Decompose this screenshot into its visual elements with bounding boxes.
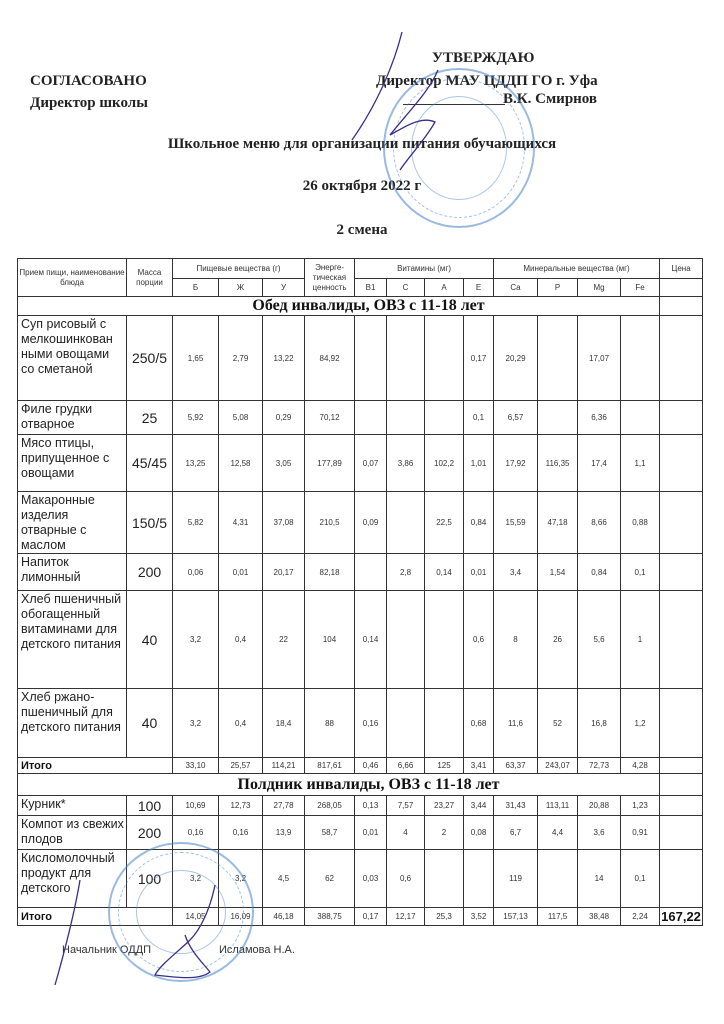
total-label: Итого	[18, 908, 173, 926]
col-e-header: E	[464, 279, 494, 297]
cell-ca: 119	[494, 850, 538, 908]
cell-zh: 12,73	[219, 796, 263, 816]
cell-u: 4,5	[263, 850, 305, 908]
total-p: 243,07	[538, 758, 578, 774]
menu-table	[17, 258, 703, 926]
col-nutrients-header: Пищевые вещества (г)	[173, 259, 305, 279]
total-ca: 63,37	[494, 758, 538, 774]
table-row	[18, 554, 703, 591]
cell-p: 4,4	[538, 816, 578, 850]
agreed-role: Директор школы	[30, 95, 148, 111]
cell-ca: 31,43	[494, 796, 538, 816]
cell-b: 5,82	[173, 492, 219, 554]
dish-name: Хлеб ржано-пшеничный для детского питания	[18, 689, 127, 758]
section-row	[18, 774, 703, 796]
cell-energy: 84,92	[305, 316, 355, 401]
cell-c: 2,8	[387, 554, 425, 591]
total-b: 33,10	[173, 758, 219, 774]
cell-p: 52	[538, 689, 578, 758]
cell-b1	[355, 401, 387, 435]
cell-energy: 268,05	[305, 796, 355, 816]
cell-price	[660, 316, 703, 401]
col-b-header: Б	[173, 279, 219, 297]
total-e: 3,52	[464, 908, 494, 926]
col-fe-header: Fe	[621, 279, 660, 297]
table-row	[18, 316, 703, 401]
total-c: 12,17	[387, 908, 425, 926]
cell-zh: 0,4	[219, 591, 263, 689]
dish-name: Кисломолочный продукт для детского	[18, 850, 127, 908]
portion-mass: 45/45	[127, 435, 173, 492]
menu-table-body	[18, 297, 703, 926]
cell-mg: 17,07	[578, 316, 621, 401]
cell-u: 22	[263, 591, 305, 689]
cell-ca: 15,59	[494, 492, 538, 554]
cell-mg: 17,4	[578, 435, 621, 492]
dish-name: Макаронные изделия отварные с маслом	[18, 492, 127, 554]
cell-u: 20,17	[263, 554, 305, 591]
portion-mass: 25	[127, 401, 173, 435]
cell-mg: 14	[578, 850, 621, 908]
cell-price	[660, 816, 703, 850]
cell-u: 18,4	[263, 689, 305, 758]
cell-zh: 5,08	[219, 401, 263, 435]
cell-p: 47,18	[538, 492, 578, 554]
cell-e: 0,08	[464, 816, 494, 850]
cell-mg: 8,66	[578, 492, 621, 554]
cell-u: 13,22	[263, 316, 305, 401]
col-b1-header: B1	[355, 279, 387, 297]
col-mass-header: Масса порции	[127, 259, 173, 297]
cell-price	[660, 401, 703, 435]
cell-c	[387, 492, 425, 554]
section-price-cell	[660, 297, 703, 316]
col-energy-header: Энерге-тическая ценность	[305, 259, 355, 297]
cell-u: 37,08	[263, 492, 305, 554]
cell-a	[425, 591, 464, 689]
cell-e	[464, 850, 494, 908]
cell-c	[387, 591, 425, 689]
cell-b: 3,2	[173, 591, 219, 689]
cell-price	[660, 796, 703, 816]
table-row	[18, 435, 703, 492]
dish-name: Филе грудки отварное	[18, 401, 127, 435]
cell-ca: 8	[494, 591, 538, 689]
document-title: Школьное меню для организации питания обучающихся	[167, 136, 557, 152]
total-ca: 157,13	[494, 908, 538, 926]
col-c-header: C	[387, 279, 425, 297]
cell-energy: 104	[305, 591, 355, 689]
table-row	[18, 796, 703, 816]
footer-name: Исламова Н.А.	[219, 944, 295, 956]
cell-c: 7,57	[387, 796, 425, 816]
cell-b1: 0,09	[355, 492, 387, 554]
cell-b1	[355, 316, 387, 401]
cell-e: 0,84	[464, 492, 494, 554]
cell-energy: 58,7	[305, 816, 355, 850]
cell-price	[660, 850, 703, 908]
approved-name: В.К. Смирнов	[503, 91, 598, 107]
cell-p: 116,35	[538, 435, 578, 492]
cell-zh: 3,2	[219, 850, 263, 908]
cell-a: 2	[425, 816, 464, 850]
table-row	[18, 850, 703, 908]
cell-fe: 0,91	[621, 816, 660, 850]
total-e: 3,41	[464, 758, 494, 774]
dish-name: Хлеб пшеничный обогащенный витаминами для детского питания	[18, 591, 127, 689]
cell-price	[660, 591, 703, 689]
cell-c	[387, 689, 425, 758]
cell-b1: 0,03	[355, 850, 387, 908]
cell-a: 102,2	[425, 435, 464, 492]
cell-u: 3,05	[263, 435, 305, 492]
col-a-header: A	[425, 279, 464, 297]
col-minerals-header: Минеральные вещества (мг)	[494, 259, 660, 279]
cell-ca: 6,7	[494, 816, 538, 850]
cell-zh: 12,58	[219, 435, 263, 492]
cell-e: 0,6	[464, 591, 494, 689]
document-date: 26 октября 2022 г	[302, 178, 422, 194]
cell-mg: 6,36	[578, 401, 621, 435]
total-zh: 25,57	[219, 758, 263, 774]
cell-p: 1,54	[538, 554, 578, 591]
portion-mass: 250/5	[127, 316, 173, 401]
cell-price	[660, 492, 703, 554]
cell-mg: 20,88	[578, 796, 621, 816]
cell-p	[538, 401, 578, 435]
total-row	[18, 908, 703, 926]
cell-e: 0,17	[464, 316, 494, 401]
cell-mg: 3,6	[578, 816, 621, 850]
cell-fe: 1,23	[621, 796, 660, 816]
total-mg: 72,73	[578, 758, 621, 774]
cell-fe: 1	[621, 591, 660, 689]
dish-name: Напиток лимонный	[18, 554, 127, 591]
cell-u: 27,78	[263, 796, 305, 816]
cell-zh: 0,16	[219, 816, 263, 850]
section-price-cell	[660, 774, 703, 796]
cell-b1: 0,14	[355, 591, 387, 689]
cell-p: 26	[538, 591, 578, 689]
cell-b: 0,06	[173, 554, 219, 591]
dish-name: Мясо птицы, припущенное с овощами	[18, 435, 127, 492]
cell-c	[387, 401, 425, 435]
col-meal-header: Прием пищи, наименование блюда	[18, 259, 127, 297]
total-price: 167,22	[661, 909, 701, 924]
cell-energy: 88	[305, 689, 355, 758]
cell-b: 1,65	[173, 316, 219, 401]
cell-energy: 210,5	[305, 492, 355, 554]
cell-u: 13,9	[263, 816, 305, 850]
cell-p	[538, 850, 578, 908]
cell-a: 0,14	[425, 554, 464, 591]
table-row	[18, 401, 703, 435]
col-zh-header: Ж	[219, 279, 263, 297]
cell-a: 23,27	[425, 796, 464, 816]
total-u: 46,18	[263, 908, 305, 926]
cell-b: 13,25	[173, 435, 219, 492]
cell-b1: 0,13	[355, 796, 387, 816]
cell-b1: 0,01	[355, 816, 387, 850]
cell-c	[387, 316, 425, 401]
section-title: Обед инвалиды, ОВЗ с 11-18 лет	[18, 297, 660, 316]
col-price-subheader	[660, 279, 703, 297]
total-label: Итого	[18, 758, 173, 774]
total-row	[18, 758, 703, 774]
cell-zh: 4,31	[219, 492, 263, 554]
cell-b: 0,16	[173, 816, 219, 850]
col-vitamins-header: Витамины (мг)	[355, 259, 494, 279]
cell-c: 4	[387, 816, 425, 850]
total-b: 14,05	[173, 908, 219, 926]
section-title: Полдник инвалиды, ОВЗ с 11-18 лет	[18, 774, 660, 796]
total-a: 125	[425, 758, 464, 774]
agreed-block	[30, 70, 148, 114]
cell-fe: 1,2	[621, 689, 660, 758]
cell-e: 1,01	[464, 435, 494, 492]
cell-b: 3,2	[173, 850, 219, 908]
total-c: 6,66	[387, 758, 425, 774]
total-b1: 0,17	[355, 908, 387, 926]
cell-a: 22,5	[425, 492, 464, 554]
total-a: 25,3	[425, 908, 464, 926]
total-u: 114,21	[263, 758, 305, 774]
portion-mass: 200	[127, 554, 173, 591]
cell-fe	[621, 401, 660, 435]
col-price-header: Цена	[660, 259, 703, 279]
section-row	[18, 297, 703, 316]
cell-energy: 82,18	[305, 554, 355, 591]
approved-block	[370, 48, 670, 118]
total-b1: 0,46	[355, 758, 387, 774]
cell-b1: 0,16	[355, 689, 387, 758]
cell-p: 113,11	[538, 796, 578, 816]
cell-c: 3,86	[387, 435, 425, 492]
col-ca-header: Ca	[494, 279, 538, 297]
total-mg: 38,48	[578, 908, 621, 926]
cell-mg: 5,6	[578, 591, 621, 689]
table-row	[18, 816, 703, 850]
cell-a	[425, 689, 464, 758]
portion-mass: 40	[127, 591, 173, 689]
portion-mass: 40	[127, 689, 173, 758]
approved-label: УТВЕРЖДАЮ	[432, 50, 535, 66]
footer-role: Начальник ОДДП	[62, 944, 152, 956]
cell-fe: 1,1	[621, 435, 660, 492]
cell-b: 5,92	[173, 401, 219, 435]
table-row	[18, 689, 703, 758]
cell-price	[660, 554, 703, 591]
agreed-label: СОГЛАСОВАНО	[30, 73, 147, 89]
cell-e: 0,1	[464, 401, 494, 435]
portion-mass: 200	[127, 816, 173, 850]
cell-mg: 0,84	[578, 554, 621, 591]
cell-fe: 0,88	[621, 492, 660, 554]
cell-zh: 0,4	[219, 689, 263, 758]
cell-u: 0,29	[263, 401, 305, 435]
cell-b: 3,2	[173, 689, 219, 758]
cell-ca: 20,29	[494, 316, 538, 401]
total-fe: 2,24	[621, 908, 660, 926]
cell-energy: 177,89	[305, 435, 355, 492]
cell-e: 0,68	[464, 689, 494, 758]
total-energy: 817,61	[305, 758, 355, 774]
cell-energy: 70,12	[305, 401, 355, 435]
cell-b1: 0,07	[355, 435, 387, 492]
total-zh: 16,09	[219, 908, 263, 926]
total-p: 117,5	[538, 908, 578, 926]
cell-ca: 3,4	[494, 554, 538, 591]
cell-p	[538, 316, 578, 401]
portion-mass: 100	[127, 850, 173, 908]
cell-price	[660, 689, 703, 758]
cell-ca: 17,92	[494, 435, 538, 492]
dish-name: Компот из свежих плодов	[18, 816, 127, 850]
cell-energy: 62	[305, 850, 355, 908]
cell-zh: 0,01	[219, 554, 263, 591]
col-p-header: P	[538, 279, 578, 297]
dish-name: Суп рисовый с мелкошинкован ными овощами со сметаной	[18, 316, 127, 401]
header-row-main	[18, 259, 703, 279]
cell-a	[425, 850, 464, 908]
portion-mass: 100	[127, 796, 173, 816]
cell-ca: 11,6	[494, 689, 538, 758]
cell-zh: 2,79	[219, 316, 263, 401]
cell-e: 0,01	[464, 554, 494, 591]
cell-fe	[621, 316, 660, 401]
cell-price	[660, 435, 703, 492]
total-energy: 388,75	[305, 908, 355, 926]
cell-b1	[355, 554, 387, 591]
portion-mass: 150/5	[127, 492, 173, 554]
cell-mg: 16,8	[578, 689, 621, 758]
signature-line	[403, 104, 505, 105]
cell-ca: 6,57	[494, 401, 538, 435]
total-fe: 4,28	[621, 758, 660, 774]
cell-fe: 0,1	[621, 554, 660, 591]
approved-role: Директор МАУ ЦДДП ГО г. Уфа	[376, 73, 598, 89]
cell-a	[425, 401, 464, 435]
document-shift: 2 смена	[336, 222, 388, 238]
cell-e: 3,44	[464, 796, 494, 816]
total-price	[660, 758, 703, 774]
cell-fe: 0,1	[621, 850, 660, 908]
table-row	[18, 591, 703, 689]
dish-name: Курник*	[18, 796, 127, 816]
col-u-header: У	[263, 279, 305, 297]
table-row	[18, 492, 703, 554]
cell-a	[425, 316, 464, 401]
cell-c: 0,6	[387, 850, 425, 908]
col-mg-header: Mg	[578, 279, 621, 297]
cell-b: 10,69	[173, 796, 219, 816]
